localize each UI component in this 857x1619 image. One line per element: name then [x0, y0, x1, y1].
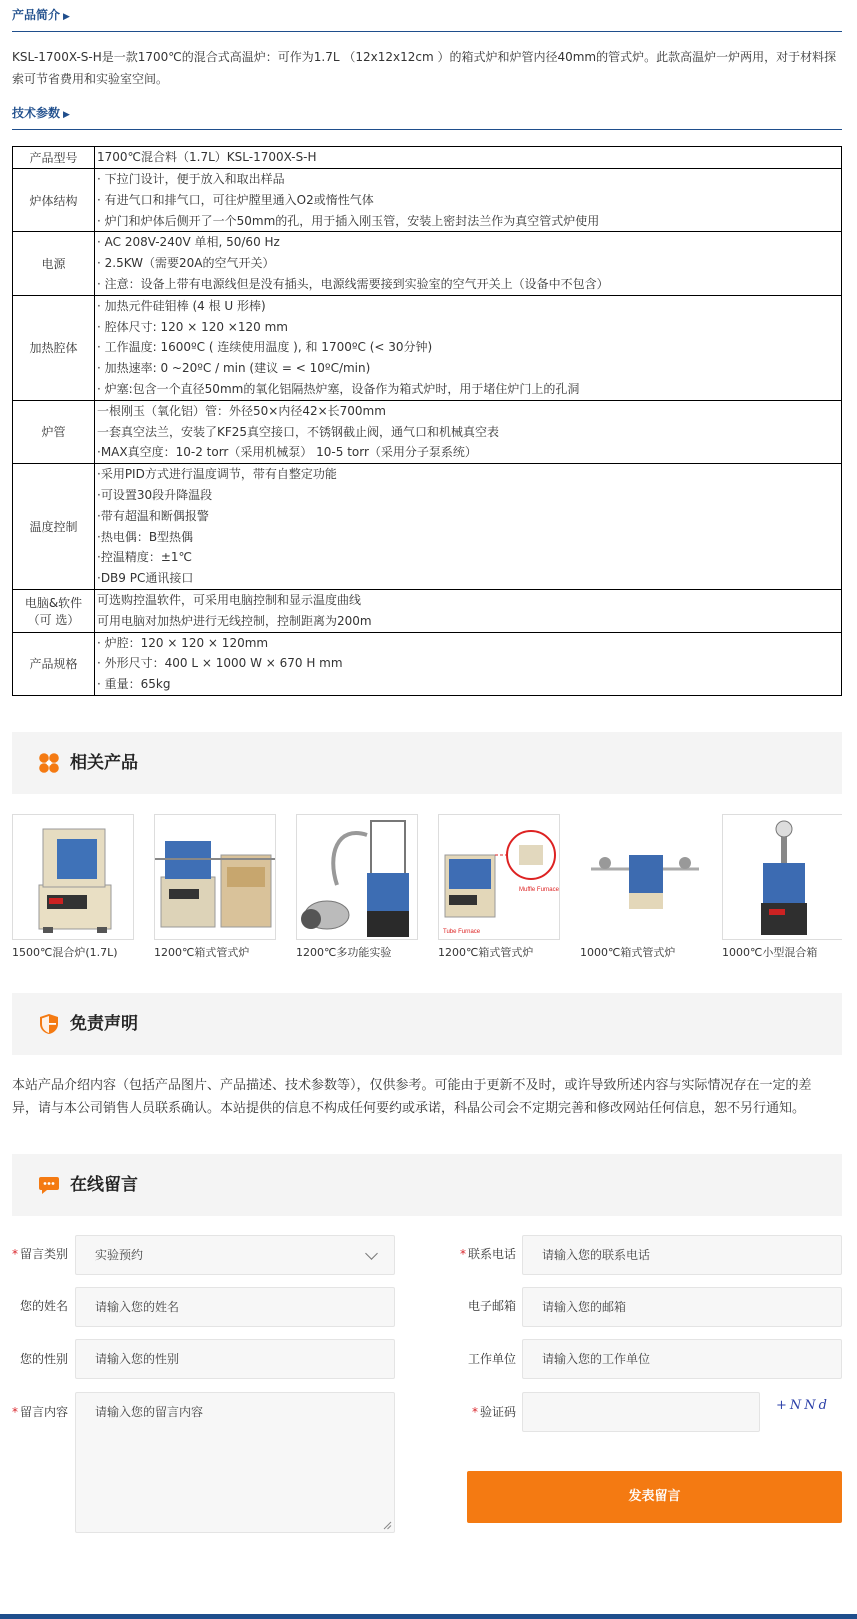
- spec-value-line: 1700℃混合料（1.7L）KSL-1700X-S-H: [97, 150, 317, 165]
- furnace-illustration: [297, 815, 418, 940]
- spec-value-line: ·控温精度：±1℃: [97, 550, 192, 565]
- spec-value-line: · 加热速率: 0 ~20ºC / min (建议 = < 10ºC/min): [97, 361, 371, 376]
- name-input[interactable]: 请输入您的姓名: [75, 1287, 395, 1327]
- intro-text: KSL-1700X-S-H是一款1700℃的混合式高温炉：可作为1.7L （12x12x12cm ）的箱式炉和炉管内径40mm的管式炉。此款高温炉一炉两用，对于材料探索可节省费用和实验室空间。: [12, 50, 837, 86]
- gender-label: 您的性别: [19, 1352, 68, 1366]
- spec-value-line: · 外形尺寸：400 L × 1000 W × 670 H mm: [97, 656, 343, 671]
- spec-row: [13, 464, 842, 590]
- product-image: [296, 814, 418, 940]
- spec-row: [13, 589, 842, 632]
- spec-value-line: · 炉腔：120 × 120 × 120mm: [97, 635, 269, 650]
- shield-icon: [38, 1013, 60, 1035]
- email-label: 电子邮箱: [467, 1299, 516, 1313]
- email-input[interactable]: 请输入您的邮箱: [522, 1287, 842, 1327]
- product-image: [438, 814, 560, 940]
- spec-value-line: · 炉门和炉体后侧开了一个50mm的孔，用于插入刚玉管，安装上密封法兰作为真空管式炉使用: [97, 213, 600, 228]
- spec-value: [95, 232, 842, 295]
- spec-row: [13, 169, 842, 232]
- spec-value-line: ·带有超温和断偶报警: [97, 508, 209, 523]
- spec-value-line: ·热电偶：B型热偶: [97, 529, 194, 544]
- spec-table: [12, 146, 842, 696]
- disclaimer-text: 本站产品介绍内容（包括产品图片、产品描述、技术参数等），仅供参考。可能由于更新不及时，或许导致所述内容与实际情况存在一定的差异，请与本公司销售人员联系确认。本站提供的信息不构成任何要约或承诺，科晶公司会不定期完善和修改网站任何信息，恕不另行通知。: [12, 1078, 812, 1116]
- product-caption[interactable]: 1200℃箱式管式炉: [438, 946, 534, 959]
- product-card[interactable]: [296, 814, 418, 962]
- spec-value-line: · 注意：设备上带有电源线但是没有插头，电源线需要接到实验室的空气开关上（设备中不包含）: [97, 276, 609, 291]
- furnace-illustration: [439, 815, 560, 940]
- product-card[interactable]: [154, 814, 276, 962]
- spec-value-line: · 有进气口和排气口，可往炉膛里通入O2或惰性气体: [97, 192, 374, 207]
- spec-key: 产品规格: [13, 632, 95, 695]
- spec-value-line: · 炉塞:包含一个直径50mm的氧化铝隔热炉塞，设备作为箱式炉时，用于堵住炉门上的孔洞: [97, 381, 580, 396]
- required-asterisk: *: [459, 1247, 466, 1261]
- spec-value: [95, 400, 842, 463]
- product-card[interactable]: [438, 814, 560, 962]
- related-products-title: 相关产品: [70, 753, 138, 773]
- furnace-illustration: [723, 815, 842, 940]
- message-textarea[interactable]: [75, 1392, 395, 1533]
- spec-value-line: · 2.5KW（需要20A的空气开关）: [97, 256, 275, 271]
- message-label: [8, 1402, 68, 1422]
- disclaimer-header: [12, 993, 842, 1055]
- product-caption[interactable]: 1200℃箱式管式炉: [154, 946, 250, 959]
- product-card[interactable]: [580, 814, 702, 962]
- spec-value: [95, 632, 842, 695]
- submit-button[interactable]: 发表留言: [467, 1471, 842, 1523]
- related-products-header: [12, 732, 842, 794]
- spec-value-line: · 腔体尺寸: 120 × 120 ×120 mm: [97, 319, 288, 334]
- intro-section-title: 产品简介: [12, 8, 61, 22]
- furnace-illustration: [155, 815, 276, 940]
- related-products-carousel: [12, 814, 842, 964]
- category-label: [8, 1244, 68, 1264]
- spec-value-line: ·MAX真空度：10-2 torr（采用机械泵） 10-5 torr（采用分子泵系统）: [97, 445, 477, 460]
- grid-flower-icon: [38, 752, 60, 774]
- intro-section-header: [12, 6, 842, 32]
- spec-value-line: ·采用PID方式进行温度调节，带有自整定功能: [97, 467, 337, 482]
- spec-key: 温度控制: [13, 464, 95, 590]
- spec-row: [13, 232, 842, 295]
- spec-value-line: 可用电脑对加热炉进行无线控制，控制距离为200m: [97, 613, 372, 628]
- svg-text:Muffle Furnace: Muffle Furnace: [519, 887, 559, 893]
- category-label-text: 留言类别: [19, 1247, 68, 1261]
- spec-value: [95, 169, 842, 232]
- captcha-label: [456, 1402, 516, 1422]
- spec-value-line: 一根刚玉（氧化铝）管：外径50×内径42×长700mm: [97, 403, 386, 418]
- svg-text:Tube Furnace: Tube Furnace: [443, 929, 481, 935]
- product-image: [580, 814, 702, 940]
- spec-value-line: · 下拉门设计，便于放入和取出样品: [97, 172, 285, 186]
- product-image: [154, 814, 276, 940]
- company-label: 工作单位: [467, 1352, 516, 1366]
- message-form-header: [12, 1154, 842, 1216]
- category-select[interactable]: [75, 1235, 395, 1275]
- chevron-down-icon: [365, 1247, 378, 1260]
- captcha-input[interactable]: [522, 1392, 760, 1432]
- spec-value-line: ·可设置30段升降温段: [97, 487, 213, 502]
- triangle-right-icon: ▶: [63, 110, 70, 120]
- spec-value-line: 一套真空法兰，安装了KF25真空接口，不锈钢截止阀，通气口和机械真空表: [97, 424, 500, 439]
- resize-handle-icon[interactable]: [383, 1521, 392, 1530]
- furnace-illustration: [581, 815, 702, 940]
- spec-value-line: 可选购控温软件，可采用电脑控制和显示温度曲线: [97, 592, 362, 607]
- message-label-text: 留言内容: [19, 1405, 68, 1419]
- spec-value: [95, 295, 842, 400]
- spec-value-line: · 加热元件硅钼棒 (4 根 U 形棒): [97, 298, 266, 313]
- triangle-right-icon: ▶: [63, 12, 70, 22]
- captcha-label-text: 验证码: [479, 1405, 516, 1419]
- spec-row: [13, 147, 842, 169]
- spec-value: [95, 147, 842, 169]
- spec-row: [13, 400, 842, 463]
- category-selected-value: 实验预约: [95, 1248, 144, 1262]
- spec-value: [95, 464, 842, 590]
- required-asterisk: *: [11, 1247, 18, 1261]
- spec-row: [13, 632, 842, 695]
- spec-row: [13, 295, 842, 400]
- product-image: [722, 814, 842, 940]
- message-form-title: 在线留言: [70, 1175, 138, 1195]
- product-caption[interactable]: 1200℃多功能实验: [296, 946, 392, 959]
- chat-bubble-icon: [38, 1174, 60, 1196]
- phone-label: [456, 1244, 516, 1264]
- spec-key: 加热腔体: [13, 295, 95, 400]
- furnace-illustration: [13, 815, 134, 940]
- captcha-image[interactable]: +NNd: [776, 1398, 830, 1413]
- product-card[interactable]: [722, 814, 842, 962]
- phone-input[interactable]: 请输入您的联系电话: [522, 1235, 842, 1275]
- spec-key: 炉体结构: [13, 169, 95, 232]
- spec-key: 电脑&软件（可 选）: [13, 589, 95, 632]
- product-caption[interactable]: 1000℃箱式管式炉: [580, 946, 676, 959]
- spec-value: [95, 589, 842, 632]
- product-image: [12, 814, 134, 940]
- product-card[interactable]: [12, 814, 134, 962]
- spec-value-line: ·DB9 PC通讯接口: [97, 571, 194, 586]
- footer-top-border: [0, 1614, 857, 1619]
- spec-value-line: · AC 208V-240V 单相, 50/60 Hz: [97, 235, 280, 250]
- required-asterisk: *: [11, 1405, 18, 1419]
- required-asterisk: *: [471, 1405, 478, 1419]
- spec-section-title: 技术参数: [12, 106, 61, 120]
- product-caption[interactable]: 1000℃小型混合箱: [722, 946, 818, 959]
- product-caption[interactable]: 1500℃混合炉(1.7L): [12, 946, 118, 959]
- phone-label-text: 联系电话: [467, 1247, 516, 1261]
- spec-value-line: · 重量：65kg: [97, 677, 171, 692]
- spec-key: 炉管: [13, 400, 95, 463]
- spec-section-header: [12, 104, 842, 130]
- spec-value-line: · 工作温度: 1600ºC ( 连续使用温度 ), 和 1700ºC (< 30分钟): [97, 340, 433, 355]
- gender-input[interactable]: 请输入您的性别: [75, 1339, 395, 1379]
- company-input[interactable]: 请输入您的工作单位: [522, 1339, 842, 1379]
- disclaimer-title: 免责声明: [70, 1014, 138, 1034]
- message-placeholder: 请输入您的留言内容: [95, 1405, 204, 1419]
- spec-key: 电源: [13, 232, 95, 295]
- spec-key: 产品型号: [13, 147, 95, 169]
- name-label: 您的姓名: [19, 1299, 68, 1313]
